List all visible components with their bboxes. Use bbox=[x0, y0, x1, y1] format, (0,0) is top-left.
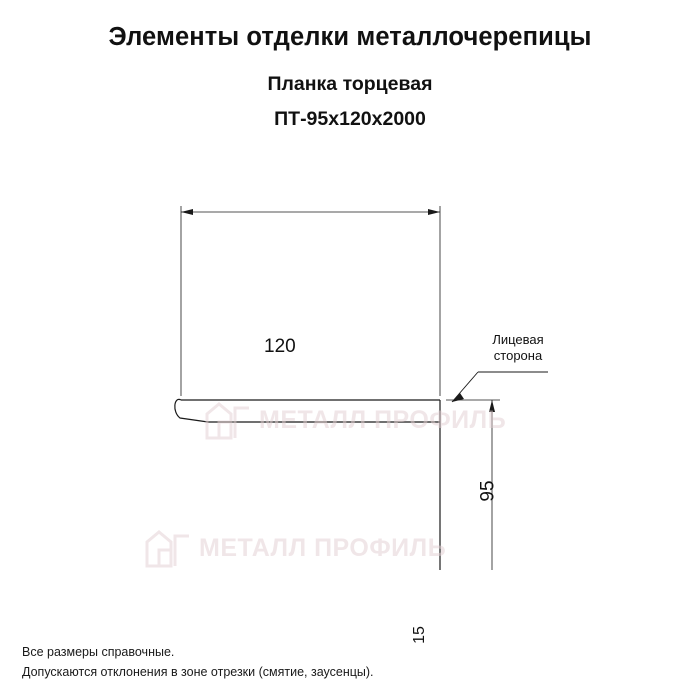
footer-note-1: Все размеры справочные. bbox=[22, 645, 175, 660]
arrow-leader-face bbox=[452, 393, 464, 402]
profile-hem bbox=[175, 399, 208, 422]
face-side-label-line1: Лицевая bbox=[492, 332, 544, 347]
face-side-label-line2: сторона bbox=[493, 348, 543, 364]
watermark-text: МЕТАЛЛ ПРОФИЛЬ bbox=[199, 533, 447, 562]
footer-note-2: Допускаются отклонения в зоне отрезки (смятие, заусенцы). bbox=[22, 664, 374, 679]
arrow-width-right bbox=[428, 209, 440, 215]
title-block bbox=[0, 22, 700, 131]
dimension-label-width: 120 bbox=[264, 336, 296, 357]
page-title: Элементы отделки металлочерепицы bbox=[108, 23, 592, 51]
profile-geometry bbox=[0, 150, 700, 570]
technical-drawing bbox=[0, 150, 700, 644]
dimension-label-lip: 15 bbox=[410, 626, 428, 644]
arrow-width-left bbox=[181, 209, 193, 215]
face-side-label bbox=[458, 332, 578, 365]
dimension-label-height: 95 bbox=[477, 480, 499, 502]
arrow-height-top bbox=[489, 400, 495, 412]
watermark-text: МЕТАЛЛ ПРОФИЛЬ bbox=[259, 405, 507, 434]
product-code: ПТ-95x120x2000 bbox=[274, 107, 426, 130]
leader-line-face bbox=[452, 372, 478, 402]
footer-notes bbox=[22, 643, 374, 682]
product-name: Планка торцевая bbox=[267, 72, 433, 95]
